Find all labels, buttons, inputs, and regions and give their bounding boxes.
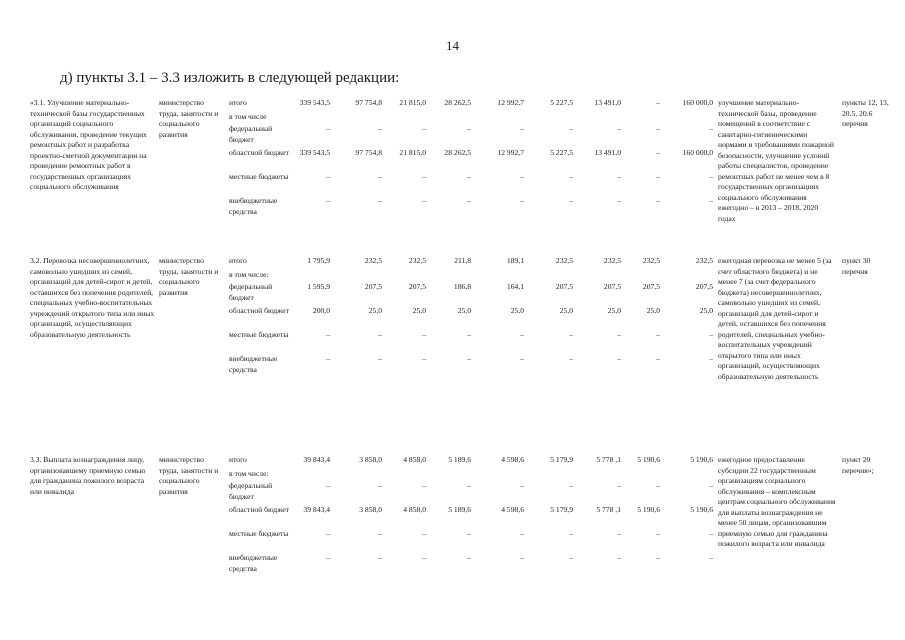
funding-value: – [467,529,471,538]
funding-value: 5 190,6 [637,455,660,464]
funding-value: – [569,330,573,339]
funding-value: – [656,124,660,133]
funding-value: 39 843,4 [303,455,330,464]
funding-value: 5 227,5 [550,148,573,157]
funding-source: областной бюджет [229,306,289,315]
funding-source: областной бюджет [229,505,289,514]
funding-source: внебюджетные средства [229,354,278,374]
funding-value: 25,0 [457,306,471,315]
funding-value: – [467,481,471,490]
funding-source: местные бюджеты [229,330,289,339]
funding-value: – [656,98,660,107]
funding-value: 5 179,9 [550,505,573,514]
funding-value: – [326,124,330,133]
funding-value: – [326,553,330,562]
funding-value: – [709,172,713,181]
funding-value: – [422,354,426,363]
funding-value: – [569,354,573,363]
funding-value: 5 190,6 [637,505,660,514]
funding-value: 12 992,7 [497,98,524,107]
funding-value: 25,0 [699,306,713,315]
funding-value: 207,5 [603,282,621,291]
funding-value: – [326,330,330,339]
funding-value: 189,1 [506,256,524,265]
funding-value: – [467,354,471,363]
item-result: ежегодная перевозка не менее 5 (за счет областного бюджета) и не менее 7 (за счет федерального бюджета) несовершеннолетних, самовольно ушедших из семей, организаций для детей-сирот и детей, оставшихся без попечения родителей, специальных учебно-воспитательных учреждений открытого типа или иных организаций, осуществляющих образовательную деятельность [718,256,832,381]
item-name: «3.1. Улучшение материально-технической базы государственных организаций социального обслуживания, проведение текущих ремонтных работ и разработка проектно-сметной документации на проведение ремонтных работ в государственных организациях социального обслуживания [30,98,147,191]
funding-value: – [617,124,621,133]
funding-value: – [467,330,471,339]
funding-source: итого [229,256,247,265]
funding-value: 25,0 [412,306,426,315]
item-executor: министерство труда, занятости и социального развития [159,455,219,496]
item-reference: пункт 30 перечня [842,256,871,276]
funding-value: 4 598,6 [501,505,524,514]
funding-value: 5 227,5 [550,98,573,107]
funding-value: – [617,529,621,538]
funding-value: – [326,481,330,490]
funding-value: – [378,196,382,205]
funding-value: – [617,553,621,562]
funding-value: 207,5 [408,282,426,291]
funding-value: – [656,148,660,157]
funding-value: – [709,553,713,562]
funding-value: – [326,172,330,181]
funding-value: 3 858,0 [359,455,382,464]
funding-value: – [656,481,660,490]
funding-value: 207,5 [642,282,660,291]
funding-value: 25,0 [646,306,660,315]
funding-value: 5 778 ,1 [596,505,621,514]
funding-value: 164,1 [506,282,524,291]
funding-source: местные бюджеты [229,172,289,181]
funding-value: – [709,124,713,133]
funding-value: – [656,354,660,363]
funding-value: 232,5 [555,256,573,265]
funding-value: – [378,553,382,562]
funding-source: итого [229,455,247,464]
funding-source: областной бюджет [229,148,289,157]
funding-value: 211,8 [454,256,471,265]
funding-source: в том числе [229,112,267,121]
funding-value: 97 754,8 [355,98,382,107]
funding-value: 160 000,0 [682,98,713,107]
item-name: 3.2. Перевозка несовершеннолетних, самовольно ушедших из семей, организаций для детей-сирот и детей, оставшихся без попечения родителей, специальных учебно-воспитательных учреждений открытого типа или иных организаций, осуществляющих образовательную деятельность [30,256,155,339]
funding-value: – [422,196,426,205]
funding-value: – [326,196,330,205]
funding-value: – [422,529,426,538]
funding-value: 5 778 ,1 [596,455,621,464]
funding-source: внебюджетные средства [229,553,278,573]
funding-value: – [422,172,426,181]
funding-value: – [326,354,330,363]
funding-value: 232,5 [364,256,382,265]
funding-value: – [709,330,713,339]
funding-value: 5 190,6 [690,505,713,514]
funding-value: 4 858,0 [403,455,426,464]
funding-value: 160 000,0 [682,148,713,157]
funding-value: 4 598,6 [501,455,524,464]
funding-value: – [422,553,426,562]
funding-source: в том числе: [229,270,269,279]
funding-value: – [569,529,573,538]
funding-value: 186,8 [453,282,471,291]
funding-source: федеральный бюджет [229,282,273,302]
funding-value: 232,5 [603,256,621,265]
funding-value: 5 179,9 [550,455,573,464]
funding-source: в том числе: [229,469,269,478]
funding-value: 4 858,0 [403,505,426,514]
funding-value: 13 491,0 [594,98,621,107]
item-result: ежегодное предоставление субсидии 22 государственным организациям социального обслуживания – комплексным центрам социального обслуживания для выплаты вознаграждения не менее 50 лицам, организовавшим приемную семью для гражданина пожилого возраста или инвалида [718,455,836,548]
funding-value: 28 262,5 [444,98,471,107]
funding-value: – [656,529,660,538]
funding-value: – [709,196,713,205]
funding-value: – [520,529,524,538]
funding-value: – [467,124,471,133]
funding-value: 339 543,5 [299,98,330,107]
funding-value: – [520,172,524,181]
funding-value: – [617,481,621,490]
funding-value: 207,5 [364,282,382,291]
funding-value: – [520,354,524,363]
funding-value: 5 189,6 [448,505,471,514]
funding-value: – [467,196,471,205]
funding-value: – [467,172,471,181]
funding-value: – [569,553,573,562]
funding-value: 5 189,6 [448,455,471,464]
funding-value: – [378,354,382,363]
funding-value: 21 815,0 [399,148,426,157]
section-heading: д) пункты 3.1 – 3.3 изложить в следующей редакции: [60,70,400,86]
funding-value: – [422,124,426,133]
funding-value: – [617,196,621,205]
funding-value: – [422,481,426,490]
funding-value: 200,0 [312,306,330,315]
funding-value: – [378,172,382,181]
funding-value: – [326,529,330,538]
funding-value: 21 815,0 [399,98,426,107]
item-name: 3.3. Выплата вознаграждения лицу, организовавшему приемную семью для гражданина пожилого возраста или инвалида [30,455,146,496]
funding-source: федеральный бюджет [229,481,273,501]
funding-value: – [656,553,660,562]
funding-value: 97 754,8 [355,148,382,157]
funding-value: 3 858,0 [359,505,382,514]
funding-source: федеральный бюджет [229,124,273,144]
funding-value: 39 843,4 [303,505,330,514]
funding-value: – [520,196,524,205]
funding-value: 25,0 [559,306,573,315]
funding-value: 232,5 [408,256,426,265]
funding-value: – [520,553,524,562]
funding-value: – [569,124,573,133]
funding-value: – [520,330,524,339]
funding-value: – [656,196,660,205]
funding-source: итого [229,98,247,107]
funding-value: 1 795,9 [307,256,330,265]
funding-value: – [617,354,621,363]
funding-value: – [709,529,713,538]
funding-value: 25,0 [607,306,621,315]
funding-value: 339 543,5 [299,148,330,157]
funding-value: 5 190,6 [690,455,713,464]
page-number: 14 [446,38,459,53]
funding-value: 28 262,5 [444,148,471,157]
funding-value: 232,5 [695,256,713,265]
funding-value: – [709,481,713,490]
funding-value: – [378,330,382,339]
funding-value: 13 491,0 [594,148,621,157]
funding-value: 232,5 [642,256,660,265]
funding-value: – [378,124,382,133]
funding-value: – [617,172,621,181]
funding-source: внебюджетные средства [229,196,278,216]
funding-value: – [569,172,573,181]
funding-value: 1 595,9 [307,282,330,291]
funding-value: 25,0 [510,306,524,315]
funding-value: – [656,330,660,339]
funding-value: – [520,124,524,133]
funding-value: 12 992,7 [497,148,524,157]
item-reference: пункт 20 перечня»; [842,455,874,475]
funding-value: – [656,172,660,181]
funding-value: – [617,330,621,339]
funding-value: – [422,330,426,339]
item-result: улучшение материально-технической базы, проведение помещений в соответствие с санитарно-гигиеническими нормами и требованиями пожарной безопасности, улучшение условий работы специалистов, проведение ремонтных работ не менее чем в 8 государственных организациях социального обслуживания ежегодно – в 2013 – 2018, 2020 годах [718,98,834,223]
funding-value: 207,5 [555,282,573,291]
funding-value: – [709,354,713,363]
funding-value: – [378,481,382,490]
funding-source: местные бюджеты [229,529,289,538]
funding-value: 207,5 [695,282,713,291]
funding-value: – [569,481,573,490]
item-reference: пункты 12, 13, 20.5, 20.6 перечня [842,98,889,128]
funding-value: – [467,553,471,562]
item-executor: министерство труда, занятости и социального развития [159,256,219,297]
funding-value: – [520,481,524,490]
funding-value: 25,0 [368,306,382,315]
funding-value: – [378,529,382,538]
funding-value: – [569,196,573,205]
item-executor: министерство труда, занятости и социального развития [159,98,219,139]
